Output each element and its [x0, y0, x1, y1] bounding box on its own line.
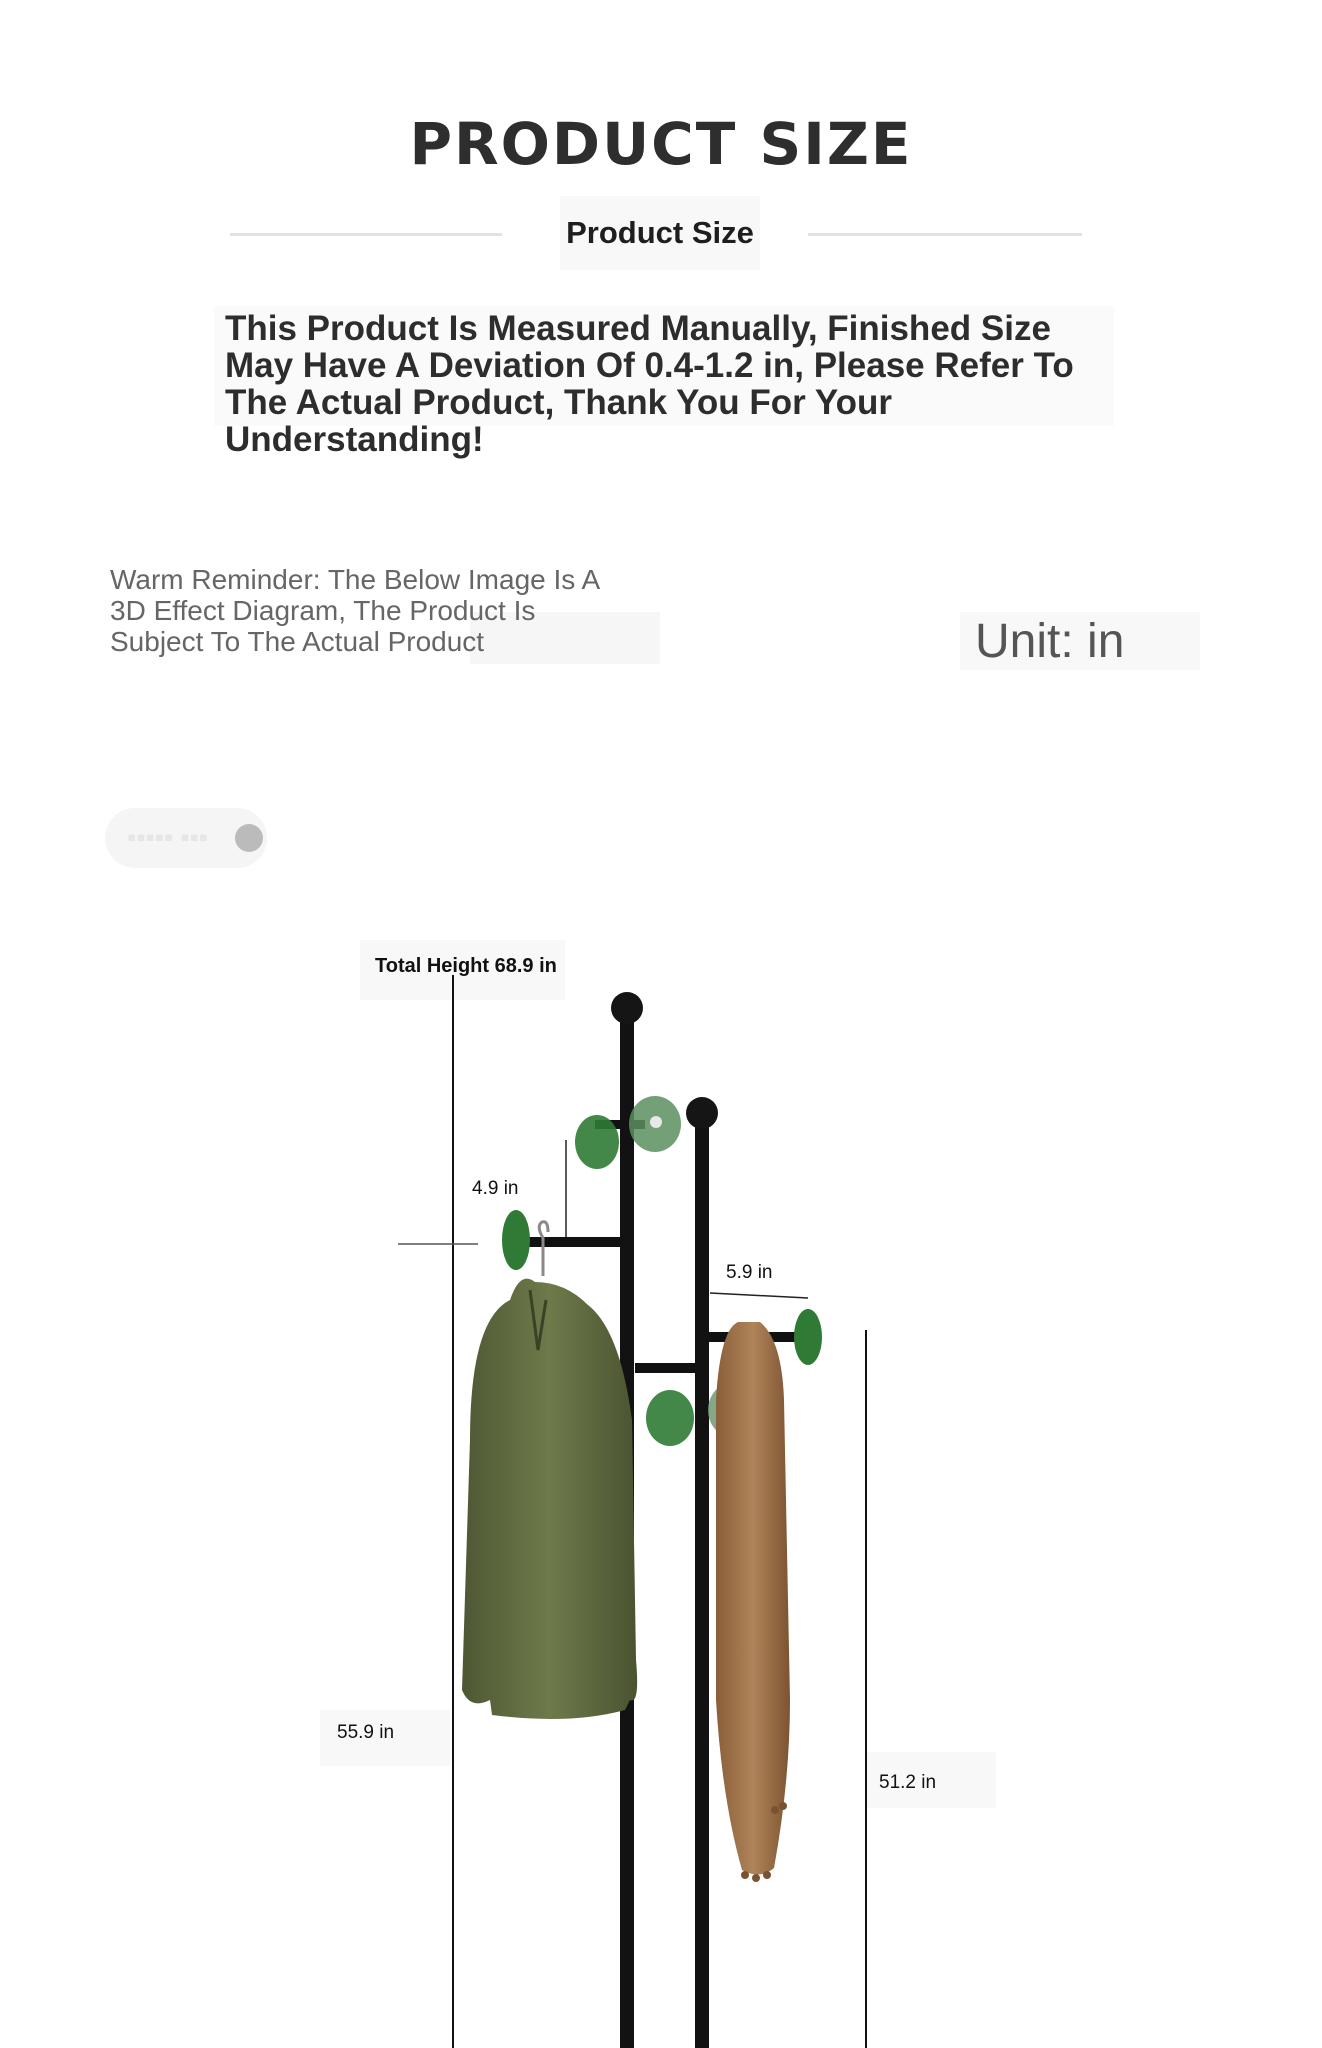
scarf [716, 1322, 790, 1875]
page-title: PRODUCT SIZE [409, 110, 913, 178]
coat [462, 1279, 637, 1719]
subtitle: Product Size [566, 215, 754, 250]
hook-disc [502, 1210, 530, 1270]
left-height-label: 55.9 in [337, 1722, 395, 1743]
tall-pole-cap [611, 992, 643, 1024]
faded-tag-text: ▪▪▪▪▪ ▪▪▪ [127, 822, 208, 852]
short-pole [695, 1112, 709, 2048]
right-height-label: 51.2 in [879, 1772, 937, 1793]
right-hook-label: 5.9 in [726, 1262, 773, 1283]
warm-reminder: Warm Reminder: The Below Image Is A 3D Effect Diagram, The Product Is Subject To The Actual Product [110, 564, 599, 657]
right-hook-guide [710, 1293, 808, 1298]
upper-hook-label: 4.9 in [472, 1178, 519, 1199]
hook-screw [650, 1116, 662, 1128]
unit-label: Unit: in [975, 615, 1125, 668]
hook-disc [794, 1309, 822, 1365]
hook-disc [646, 1390, 694, 1446]
left-hook-arm [515, 1237, 627, 1247]
hook-disc [575, 1115, 619, 1169]
hanger-hook [539, 1222, 548, 1276]
short-pole-cap [686, 1097, 718, 1129]
measurement-notice: This Product Is Measured Manually, Finished Size May Have A Deviation Of 0.4-1.2 in, Please Refer To The Actual Product, Thank You For Your Understanding! [225, 309, 1074, 459]
middle-connector [635, 1363, 699, 1373]
total-height-label: Total Height 68.9 in [375, 955, 557, 977]
